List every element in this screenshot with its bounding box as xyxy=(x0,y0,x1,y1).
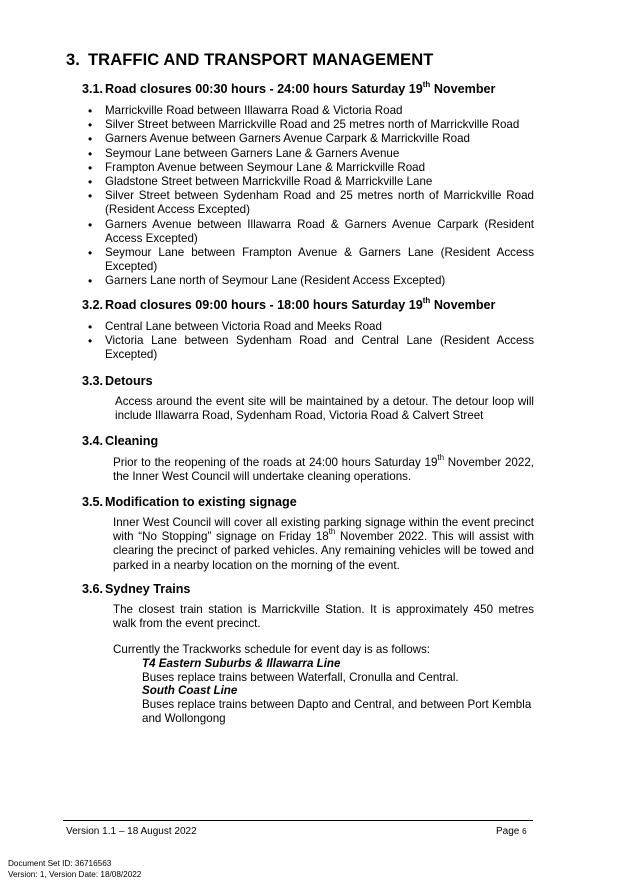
section-title-text: Cleaning xyxy=(105,434,159,448)
paragraph-text: Prior to the reopening of the roads at 24:00 hours Saturday 19 xyxy=(113,456,438,469)
section-number: 3.4. xyxy=(82,434,104,448)
trains-paragraph: The closest train station is Marrickville Station. It is approximately 450 metres walk from the event precinct. xyxy=(113,603,534,631)
page-number: 6 xyxy=(522,827,527,836)
superscript: th xyxy=(328,527,336,537)
closure-item: • Silver Street between Sydenham Road and 25 metres north of Marrickville Road (Resident Access Excepted) xyxy=(88,189,534,217)
section-title-text: Modification to existing signage xyxy=(105,495,297,509)
heading-number: 3. xyxy=(66,51,80,69)
section-3-3-title xyxy=(82,374,153,388)
train-line-t4: T4 Eastern Suburbs & Illawarra Line xyxy=(142,657,341,670)
section-3-4-title xyxy=(82,434,158,448)
paragraph-text: November 2022, the Inner West Council will undertake cleaning operations. xyxy=(113,456,534,484)
superscript: th xyxy=(437,453,445,463)
document-set-id: Document Set ID: 36716563 xyxy=(8,859,112,868)
section-number: 3.1. xyxy=(82,82,104,96)
superscript: th xyxy=(422,79,431,89)
heading-title: TRAFFIC AND TRANSPORT MANAGEMENT xyxy=(88,51,434,69)
footer-divider xyxy=(63,820,533,821)
section-3-1-title xyxy=(82,79,496,96)
page-label: Page xyxy=(496,826,520,837)
road-closures-list-1 xyxy=(88,104,534,289)
closure-item: • Garners Avenue between Illawarra Road & Garners Avenue Carpark (Resident Access Excepted) xyxy=(88,218,534,246)
section-3-2-title xyxy=(82,295,496,312)
section-title-text: November xyxy=(430,298,496,312)
main-heading xyxy=(66,51,433,70)
section-title-text: Detours xyxy=(105,374,153,388)
closure-item: • Garners Avenue between Garners Avenue Carpark & Marrickville Road xyxy=(88,132,534,146)
section-title-text: Road closures 00:30 hours - 24:00 hours Saturday 19 xyxy=(105,82,423,96)
train-line-south-coast-desc: Buses replace trains between Dapto and Central, and between Port Kembla and Wollongong xyxy=(142,698,532,726)
closure-item: • Seymour Lane between Frampton Avenue & Garners Lane (Resident Access Excepted) xyxy=(88,246,534,274)
section-title-text: Road closures 09:00 hours - 18:00 hours Saturday 19 xyxy=(105,298,423,312)
section-number: 3.2. xyxy=(82,298,104,312)
closure-item: • Central Lane between Victoria Road and Meeks Road xyxy=(88,320,534,334)
section-3-6-title xyxy=(82,582,190,596)
superscript: th xyxy=(422,295,431,305)
paragraph-text: November 2022. This will assist with clearing the precinct of parked vehicles. Any remaining vehicles will be towed and parked in a nearby location on the morning of the event. xyxy=(113,530,534,572)
cleaning-paragraph xyxy=(113,453,534,484)
footer-page-number xyxy=(496,826,527,837)
trackworks-intro: Currently the Trackworks schedule for event day is as follows: xyxy=(113,643,431,656)
document-version-date: Version: 1, Version Date: 18/08/2022 xyxy=(8,870,142,879)
section-number: 3.5. xyxy=(82,495,104,509)
footer-version: Version 1.1 – 18 August 2022 xyxy=(66,826,197,837)
paragraph-text: Inner West Council will cover all existing parking signage within the event precinct with “No Stopping” signage on Friday 18 xyxy=(113,516,534,544)
closure-item: • Victoria Lane between Sydenham Road and Central Lane (Resident Access Excepted) xyxy=(88,334,534,362)
detours-paragraph: Access around the event site will be maintained by a detour. The detour loop will include Illawarra Road, Sydenham Road, Victoria Road & Calvert Street xyxy=(115,395,534,423)
train-line-south-coast: South Coast Line xyxy=(142,684,238,697)
closure-item: • Seymour Lane between Garners Lane & Garners Avenue xyxy=(88,147,534,161)
section-number: 3.3. xyxy=(82,374,104,388)
signage-paragraph xyxy=(113,516,534,573)
section-number: 3.6. xyxy=(82,582,104,596)
train-line-t4-desc: Buses replace trains between Waterfall, Cronulla and Central. xyxy=(142,671,459,684)
closure-item: • Garners Lane north of Seymour Lane (Resident Access Excepted) xyxy=(88,274,534,288)
section-3-5-title xyxy=(82,495,297,509)
closure-item: • Gladstone Street between Marrickville Road & Marrickville Lane xyxy=(88,175,534,189)
section-title-text: November xyxy=(430,82,496,96)
section-title-text: Sydney Trains xyxy=(105,582,191,596)
closure-item: • Marrickville Road between Illawarra Road & Victoria Road xyxy=(88,104,534,118)
closure-item: • Frampton Avenue between Seymour Lane & Marrickville Road xyxy=(88,161,534,175)
road-closures-list-2 xyxy=(88,320,534,363)
closure-item: • Silver Street between Marrickville Road and 25 metres north of Marrickville Road xyxy=(88,118,534,132)
